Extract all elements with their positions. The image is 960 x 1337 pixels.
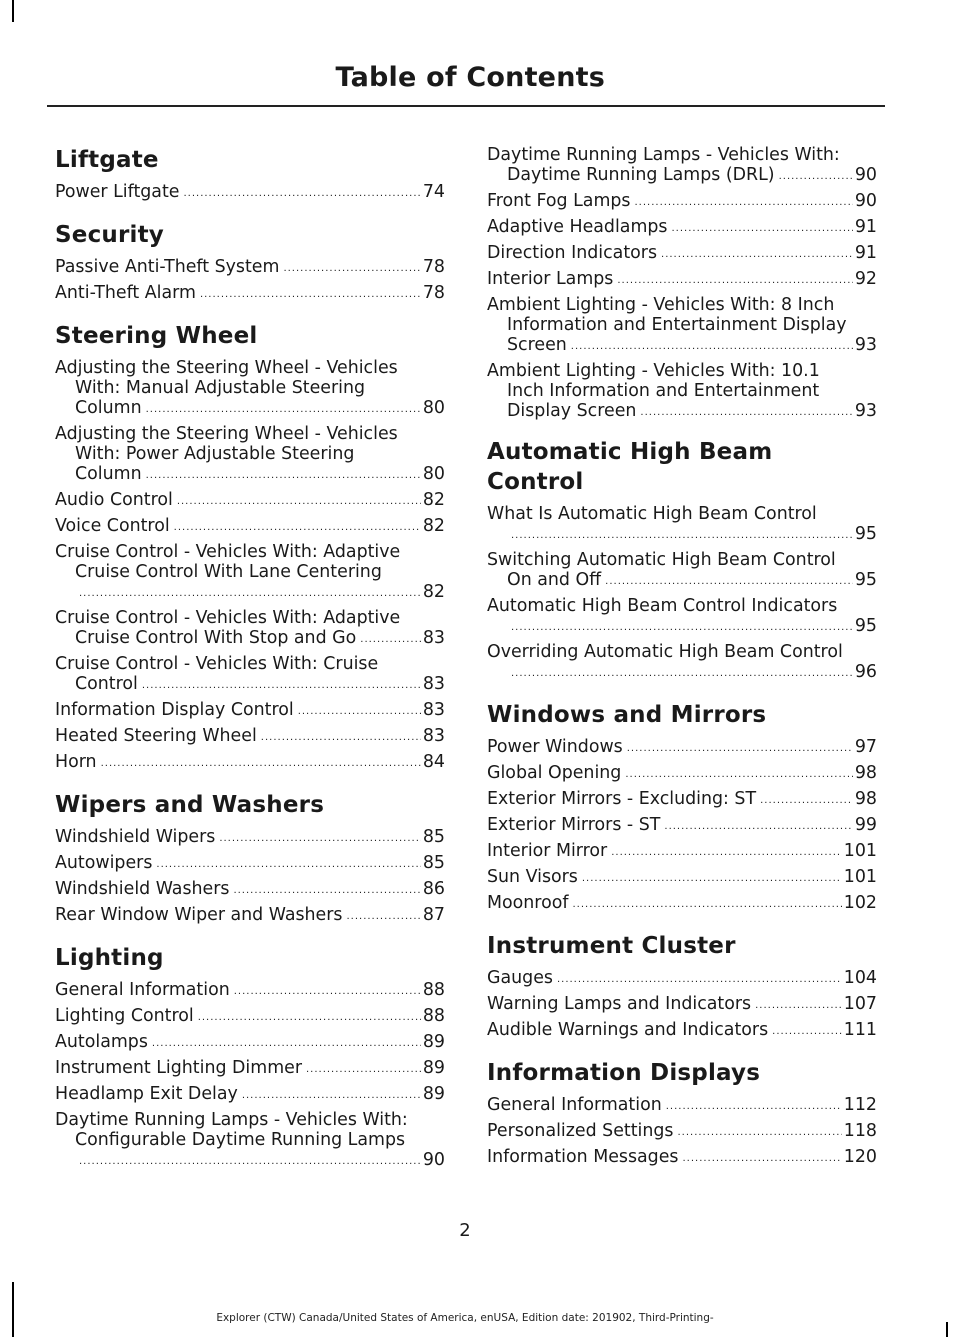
entry-title: Inch Information and Entertainment bbox=[507, 381, 820, 401]
entry-title: What Is Automatic High Beam Control bbox=[487, 504, 817, 524]
dot-leader bbox=[177, 497, 421, 507]
toc-entry[interactable] bbox=[55, 700, 445, 720]
entry-page-number: 83 bbox=[422, 674, 445, 694]
entry-title: Daytime Running Lamps - Vehicles With: bbox=[487, 145, 840, 165]
toc-entry[interactable] bbox=[55, 608, 445, 648]
entry-title: Sun Visors bbox=[487, 867, 578, 887]
entry-page-number: 85 bbox=[422, 827, 445, 847]
toc-entry[interactable] bbox=[55, 853, 445, 873]
toc-entry[interactable] bbox=[55, 358, 445, 418]
toc-entry[interactable] bbox=[487, 867, 877, 887]
entry-title: Column bbox=[75, 398, 142, 418]
entry-title: Front Fog Lamps bbox=[487, 191, 631, 211]
toc-entry[interactable] bbox=[487, 763, 877, 783]
toc-entry[interactable] bbox=[487, 893, 877, 913]
dot-leader bbox=[611, 848, 842, 858]
entry-page-number: 95 bbox=[854, 616, 877, 636]
entry-page-number: 92 bbox=[854, 269, 877, 289]
toc-entry[interactable] bbox=[487, 841, 877, 861]
dot-leader bbox=[174, 523, 421, 533]
entry-page-number: 88 bbox=[422, 1006, 445, 1026]
toc-entry[interactable] bbox=[55, 980, 445, 1000]
dot-leader bbox=[156, 860, 420, 870]
entry-page-number: 118 bbox=[843, 1121, 877, 1141]
toc-entry[interactable] bbox=[487, 243, 877, 263]
entry-title: Cruise Control With Stop and Go bbox=[75, 628, 357, 648]
entry-page-number: 89 bbox=[422, 1084, 445, 1104]
entry-page-number: 120 bbox=[843, 1147, 877, 1167]
dot-leader bbox=[666, 1102, 842, 1112]
entry-title: Cruise Control - Vehicles With: Adaptive bbox=[55, 608, 401, 628]
dot-leader bbox=[306, 1065, 421, 1075]
toc-entry[interactable] bbox=[55, 516, 445, 536]
section-heading: Windows and Mirrors bbox=[487, 702, 767, 728]
toc-entry[interactable] bbox=[487, 269, 877, 289]
dot-leader bbox=[152, 1039, 421, 1049]
toc-entry[interactable] bbox=[55, 1084, 445, 1104]
entry-page-number: 88 bbox=[422, 980, 445, 1000]
entry-title: Power Windows bbox=[487, 737, 623, 757]
toc-entry[interactable] bbox=[487, 1020, 877, 1040]
dot-leader bbox=[142, 681, 421, 691]
entry-page-number: 87 bbox=[422, 905, 445, 925]
toc-entry[interactable] bbox=[55, 257, 445, 277]
toc-entry[interactable] bbox=[487, 968, 877, 988]
dot-leader bbox=[198, 1013, 421, 1023]
dot-leader bbox=[635, 198, 853, 208]
entry-page-number: 83 bbox=[422, 700, 445, 720]
toc-entry[interactable] bbox=[55, 654, 445, 694]
entry-title: Information Display Control bbox=[55, 700, 294, 720]
toc-entry[interactable] bbox=[55, 283, 445, 303]
entry-page-number: 104 bbox=[843, 968, 877, 988]
toc-entry[interactable] bbox=[487, 994, 877, 1014]
entry-page-number: 90 bbox=[854, 165, 877, 185]
entry-title: Adjusting the Steering Wheel - Vehicles bbox=[55, 358, 398, 378]
toc-section bbox=[487, 931, 877, 1040]
entry-page-number: 96 bbox=[854, 662, 877, 682]
dot-leader bbox=[571, 342, 853, 352]
dot-leader bbox=[755, 1001, 842, 1011]
dot-leader bbox=[79, 1157, 421, 1167]
toc-entry[interactable] bbox=[487, 642, 877, 682]
toc-entry[interactable] bbox=[487, 1147, 877, 1167]
dot-leader bbox=[200, 290, 421, 300]
entry-title: Lighting Control bbox=[55, 1006, 194, 1026]
toc-section bbox=[55, 790, 445, 925]
toc-entry[interactable] bbox=[487, 191, 877, 211]
dot-leader bbox=[640, 408, 852, 418]
entry-page-number: 107 bbox=[843, 994, 877, 1014]
entry-title: Exterior Mirrors - Excluding: ST bbox=[487, 789, 757, 809]
entry-page-number: 97 bbox=[854, 737, 877, 757]
entry-title: Audio Control bbox=[55, 490, 173, 510]
entry-title: Anti-Theft Alarm bbox=[55, 283, 196, 303]
entry-title: Headlamp Exit Delay bbox=[55, 1084, 238, 1104]
dot-leader bbox=[557, 975, 842, 985]
entry-title: Column bbox=[75, 464, 142, 484]
entry-page-number: 91 bbox=[854, 243, 877, 263]
toc-section bbox=[55, 145, 445, 202]
toc-entry[interactable] bbox=[55, 424, 445, 484]
entry-page-number: 84 bbox=[422, 752, 445, 772]
dot-leader bbox=[682, 1154, 841, 1164]
dot-leader bbox=[779, 172, 853, 182]
section-heading: Automatic High Beam Control bbox=[487, 439, 773, 495]
entry-title: Personalized Settings bbox=[487, 1121, 674, 1141]
toc-entry[interactable] bbox=[487, 361, 877, 421]
entry-page-number: 78 bbox=[422, 283, 445, 303]
footer-edition-info: Explorer (CTW) Canada/United States of America, enUSA, Edition date: 201902, Third-Printing- bbox=[216, 1312, 714, 1324]
toc-section bbox=[487, 145, 877, 421]
dot-leader bbox=[146, 471, 421, 481]
entry-title: Cruise Control With Lane Centering bbox=[75, 562, 382, 582]
header-divider bbox=[47, 105, 885, 107]
entry-page-number: 98 bbox=[854, 763, 877, 783]
toc-entry[interactable] bbox=[487, 145, 877, 185]
dot-leader bbox=[672, 224, 853, 234]
entry-title: Moonroof bbox=[487, 893, 569, 913]
entry-title: Power Liftgate bbox=[55, 182, 180, 202]
entry-page-number: 95 bbox=[854, 570, 877, 590]
toc-entry[interactable] bbox=[55, 490, 445, 510]
toc-entry[interactable] bbox=[55, 752, 445, 772]
toc-entry[interactable] bbox=[55, 1032, 445, 1052]
dot-leader bbox=[101, 759, 421, 769]
toc-entry[interactable] bbox=[487, 504, 877, 544]
entry-page-number: 93 bbox=[854, 401, 877, 421]
toc-entry[interactable] bbox=[55, 726, 445, 746]
entry-title: Information Messages bbox=[487, 1147, 679, 1167]
entry-title: Rear Window Wiper and Washers bbox=[55, 905, 343, 925]
entry-page-number: 90 bbox=[854, 191, 877, 211]
entry-title: Daytime Running Lamps - Vehicles With: bbox=[55, 1110, 408, 1130]
entry-title: Heated Steering Wheel bbox=[55, 726, 257, 746]
entry-page-number: 99 bbox=[854, 815, 877, 835]
entry-page-number: 78 bbox=[422, 257, 445, 277]
toc-entry[interactable] bbox=[487, 217, 877, 237]
dot-leader bbox=[677, 1128, 841, 1138]
dot-leader bbox=[183, 189, 420, 199]
toc-entry[interactable] bbox=[487, 596, 877, 636]
toc-entry[interactable] bbox=[487, 295, 877, 355]
entry-title: Daytime Running Lamps (DRL) bbox=[507, 165, 775, 185]
dot-leader bbox=[219, 834, 421, 844]
entry-page-number: 80 bbox=[422, 464, 445, 484]
dot-leader bbox=[511, 531, 853, 541]
dot-leader bbox=[582, 874, 842, 884]
entry-page-number: 102 bbox=[843, 893, 877, 913]
dot-leader bbox=[298, 707, 421, 717]
dot-leader bbox=[627, 744, 853, 754]
entry-title: With: Manual Adjustable Steering bbox=[75, 378, 366, 398]
entry-title: Adjusting the Steering Wheel - Vehicles bbox=[55, 424, 398, 444]
toc-entry[interactable] bbox=[487, 550, 877, 590]
section-heading: Steering Wheel bbox=[55, 323, 258, 349]
entry-title: Voice Control bbox=[55, 516, 170, 536]
entry-page-number: 112 bbox=[843, 1095, 877, 1115]
toc-entry[interactable] bbox=[55, 905, 445, 925]
toc-entry[interactable] bbox=[487, 1121, 877, 1141]
entry-title: Instrument Lighting Dimmer bbox=[55, 1058, 302, 1078]
entry-page-number: 82 bbox=[422, 582, 445, 602]
entry-title: Adaptive Headlamps bbox=[487, 217, 668, 237]
entry-title: Cruise Control - Vehicles With: Adaptive bbox=[55, 542, 401, 562]
section-heading: Security bbox=[55, 222, 164, 248]
toc-section bbox=[55, 943, 445, 1170]
entry-title: Global Opening bbox=[487, 763, 622, 783]
entry-page-number: 98 bbox=[854, 789, 877, 809]
dot-leader bbox=[605, 577, 853, 587]
page-title: Table of Contents bbox=[335, 62, 605, 93]
entry-title: Interior Lamps bbox=[487, 269, 614, 289]
entry-title: Gauges bbox=[487, 968, 553, 988]
toc-entry[interactable] bbox=[55, 1110, 445, 1170]
entry-page-number: 101 bbox=[843, 841, 877, 861]
dot-leader bbox=[511, 623, 853, 633]
entry-page-number: 90 bbox=[422, 1150, 445, 1170]
toc-entry[interactable] bbox=[487, 815, 877, 835]
dot-leader bbox=[617, 276, 853, 286]
entry-title: Ambient Lighting - Vehicles With: 8 Inch bbox=[487, 295, 835, 315]
toc-entry[interactable] bbox=[55, 827, 445, 847]
dot-leader bbox=[511, 669, 853, 679]
toc-entry[interactable] bbox=[55, 879, 445, 899]
entry-title: Ambient Lighting - Vehicles With: 10.1 bbox=[487, 361, 820, 381]
toc-entry[interactable] bbox=[487, 1095, 877, 1115]
dot-leader bbox=[772, 1027, 842, 1037]
dot-leader bbox=[79, 589, 421, 599]
entry-page-number: 85 bbox=[422, 853, 445, 873]
entry-title: Automatic High Beam Control Indicators bbox=[487, 596, 838, 616]
crop-mark-bottom-left bbox=[12, 1282, 14, 1337]
entry-title: Overriding Automatic High Beam Control bbox=[487, 642, 843, 662]
section-heading: Instrument Cluster bbox=[487, 933, 736, 959]
dot-leader bbox=[760, 796, 853, 806]
dot-leader bbox=[664, 822, 852, 832]
entry-title: Cruise Control - Vehicles With: Cruise bbox=[55, 654, 379, 674]
toc-section bbox=[55, 321, 445, 772]
section-heading: Lighting bbox=[55, 945, 164, 971]
entry-title: General Information bbox=[487, 1095, 662, 1115]
toc-left-column bbox=[55, 145, 445, 1188]
entry-title: Direction Indicators bbox=[487, 243, 658, 263]
crop-mark-top-left bbox=[12, 0, 14, 22]
page-number: 2 bbox=[459, 1220, 471, 1241]
entry-title: Display Screen bbox=[507, 401, 637, 421]
toc-right-column bbox=[487, 145, 877, 1185]
section-heading: Wipers and Washers bbox=[55, 792, 325, 818]
entry-page-number: 86 bbox=[422, 879, 445, 899]
toc-section bbox=[55, 220, 445, 303]
crop-mark-bottom-right bbox=[946, 1322, 948, 1337]
toc-entry[interactable] bbox=[55, 542, 445, 602]
entry-page-number: 80 bbox=[422, 398, 445, 418]
dot-leader bbox=[661, 250, 853, 260]
entry-page-number: 89 bbox=[422, 1032, 445, 1052]
dot-leader bbox=[625, 770, 853, 780]
entry-title: Screen bbox=[507, 335, 567, 355]
entry-title: General Information bbox=[55, 980, 230, 1000]
toc-section bbox=[487, 437, 877, 682]
entry-title: Information and Entertainment Display bbox=[507, 315, 847, 335]
entry-page-number: 95 bbox=[854, 524, 877, 544]
entry-page-number: 83 bbox=[422, 628, 445, 648]
dot-leader bbox=[234, 987, 421, 997]
dot-leader bbox=[346, 912, 420, 922]
entry-page-number: 111 bbox=[843, 1020, 877, 1040]
entry-title: Interior Mirror bbox=[487, 841, 608, 861]
entry-title: Horn bbox=[55, 752, 97, 772]
entry-title: Autolamps bbox=[55, 1032, 148, 1052]
entry-page-number: 101 bbox=[843, 867, 877, 887]
entry-page-number: 82 bbox=[422, 516, 445, 536]
entry-title: Control bbox=[75, 674, 138, 694]
toc-entry[interactable] bbox=[55, 1058, 445, 1078]
entry-title: Warning Lamps and Indicators bbox=[487, 994, 752, 1014]
entry-title: Configurable Daytime Running Lamps bbox=[75, 1130, 406, 1150]
entry-title: Exterior Mirrors - ST bbox=[487, 815, 661, 835]
dot-leader bbox=[572, 900, 841, 910]
entry-title: With: Power Adjustable Steering bbox=[75, 444, 355, 464]
toc-section bbox=[487, 1058, 877, 1167]
entry-page-number: 89 bbox=[422, 1058, 445, 1078]
dot-leader bbox=[233, 886, 420, 896]
entry-title: Windshield Washers bbox=[55, 879, 230, 899]
entry-title: On and Off bbox=[507, 570, 602, 590]
section-heading: Information Displays bbox=[487, 1060, 761, 1086]
dot-leader bbox=[242, 1091, 421, 1101]
entry-page-number: 91 bbox=[854, 217, 877, 237]
entry-title: Windshield Wipers bbox=[55, 827, 216, 847]
toc-section bbox=[487, 700, 877, 913]
entry-page-number: 74 bbox=[422, 182, 445, 202]
entry-page-number: 93 bbox=[854, 335, 877, 355]
entry-page-number: 83 bbox=[422, 726, 445, 746]
toc-entry[interactable] bbox=[55, 1006, 445, 1026]
entry-page-number: 82 bbox=[422, 490, 445, 510]
toc-entry[interactable] bbox=[487, 789, 877, 809]
entry-title: Switching Automatic High Beam Control bbox=[487, 550, 836, 570]
dot-leader bbox=[283, 264, 420, 274]
entry-title: Audible Warnings and Indicators bbox=[487, 1020, 769, 1040]
dot-leader bbox=[360, 635, 421, 645]
dot-leader bbox=[261, 733, 421, 743]
toc-entry[interactable] bbox=[487, 737, 877, 757]
section-heading: Liftgate bbox=[55, 147, 159, 173]
entry-title: Autowipers bbox=[55, 853, 153, 873]
dot-leader bbox=[146, 405, 421, 415]
entry-title: Passive Anti-Theft System bbox=[55, 257, 280, 277]
toc-entry[interactable] bbox=[55, 182, 445, 202]
